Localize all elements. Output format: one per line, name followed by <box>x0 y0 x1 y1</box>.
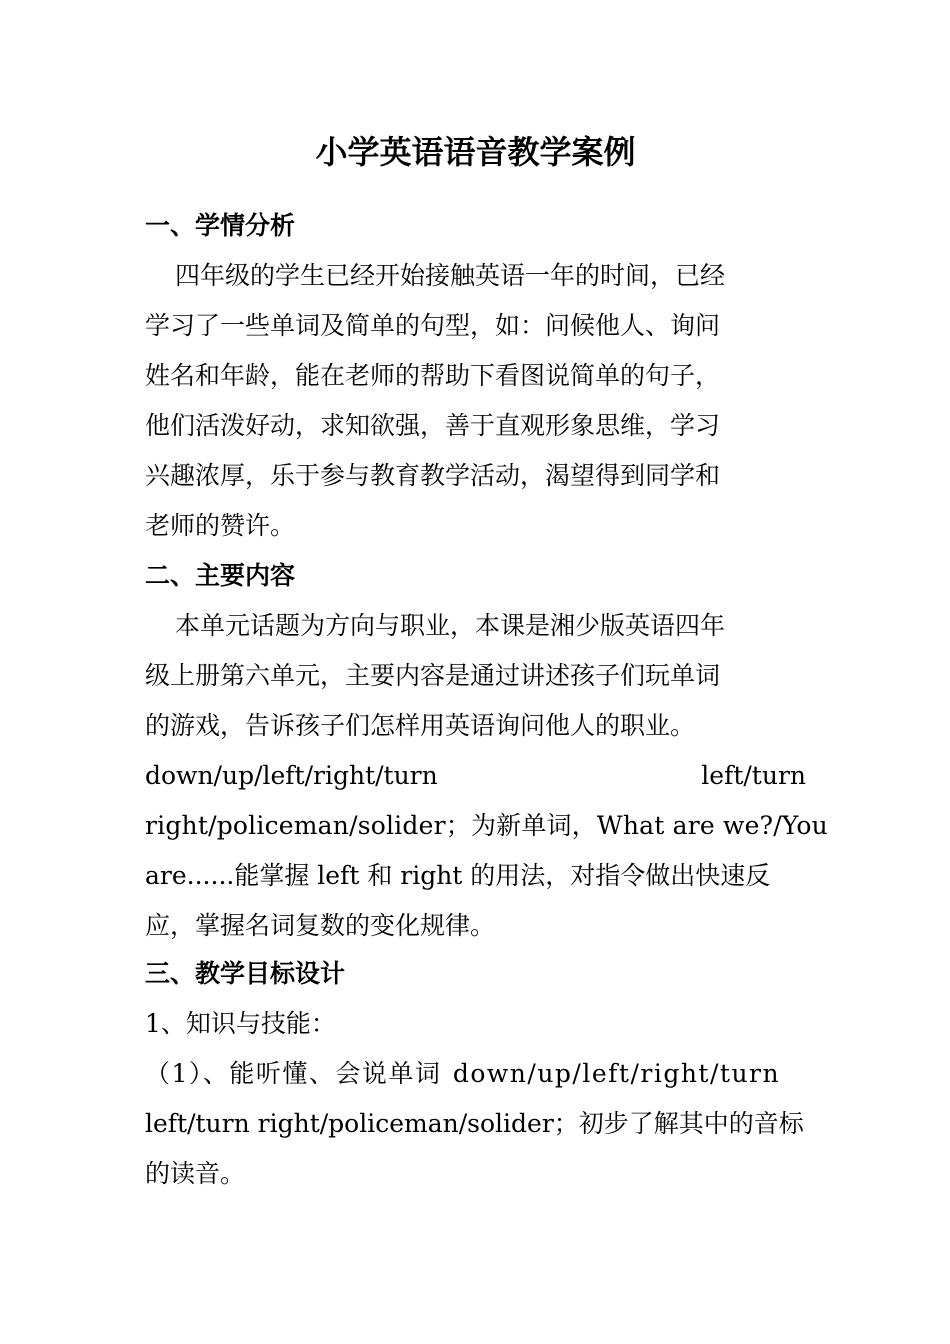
subheading: 1、知识与技能： <box>145 1009 336 1038</box>
word-list-left: down/up/left/right/turn <box>145 761 438 790</box>
section-main-content <box>145 551 828 951</box>
paragraph-line: 他们活泼好动，求知欲强，善于直观形象思维，学习 <box>145 411 721 440</box>
section-heading: 一、学情分析 <box>145 211 296 240</box>
paragraph-line: left/turn right/policeman/solider；初步了解其中的音标 <box>145 1109 804 1138</box>
paragraph-line: 学习了一些单词及简单的句型，如：问候他人、询问 <box>145 311 721 340</box>
paragraph-line: 本单元话题为方向与职业，本课是湘少版英语四年 <box>175 611 726 640</box>
paragraph-line: right/policeman/solider；为新单词，What are we?/You <box>145 811 828 840</box>
document-title: 小学英语语音教学案例 <box>315 133 636 171</box>
paragraph-line: 兴趣浓厚，乐于参与教育教学活动，渴望得到同学和 <box>145 461 721 490</box>
paragraph-line <box>145 751 806 801</box>
paragraph-line: 的游戏，告诉孩子们怎样用英语询问他人的职业。 <box>145 711 696 740</box>
paragraph-line: 的读音。 <box>145 1159 246 1188</box>
section-heading: 二、主要内容 <box>145 561 296 590</box>
paragraph-line: 四年级的学生已经开始接触英语一年的时间，已经 <box>175 261 726 290</box>
paragraph-line: 姓名和年龄，能在老师的帮助下看图说简单的句子， <box>145 361 721 390</box>
paragraph-line: 级上册第六单元，主要内容是通过讲述孩子们玩单词 <box>145 661 721 690</box>
paragraph-line: are......能掌握 left 和 right 的用法，对指令做出快速反 <box>145 861 771 890</box>
paragraph-line: （1）、能听懂、会说单词 down/up/left/right/turn <box>145 1059 781 1088</box>
section-learner-analysis <box>145 201 806 551</box>
paragraph-line: 应，掌握名词复数的变化规律。 <box>145 911 496 940</box>
word-list-right: left/turn <box>701 761 806 790</box>
section-heading: 三、教学目标设计 <box>145 959 346 988</box>
section-teaching-objectives <box>145 949 806 1199</box>
paragraph-line: 老师的赞许。 <box>145 511 296 540</box>
